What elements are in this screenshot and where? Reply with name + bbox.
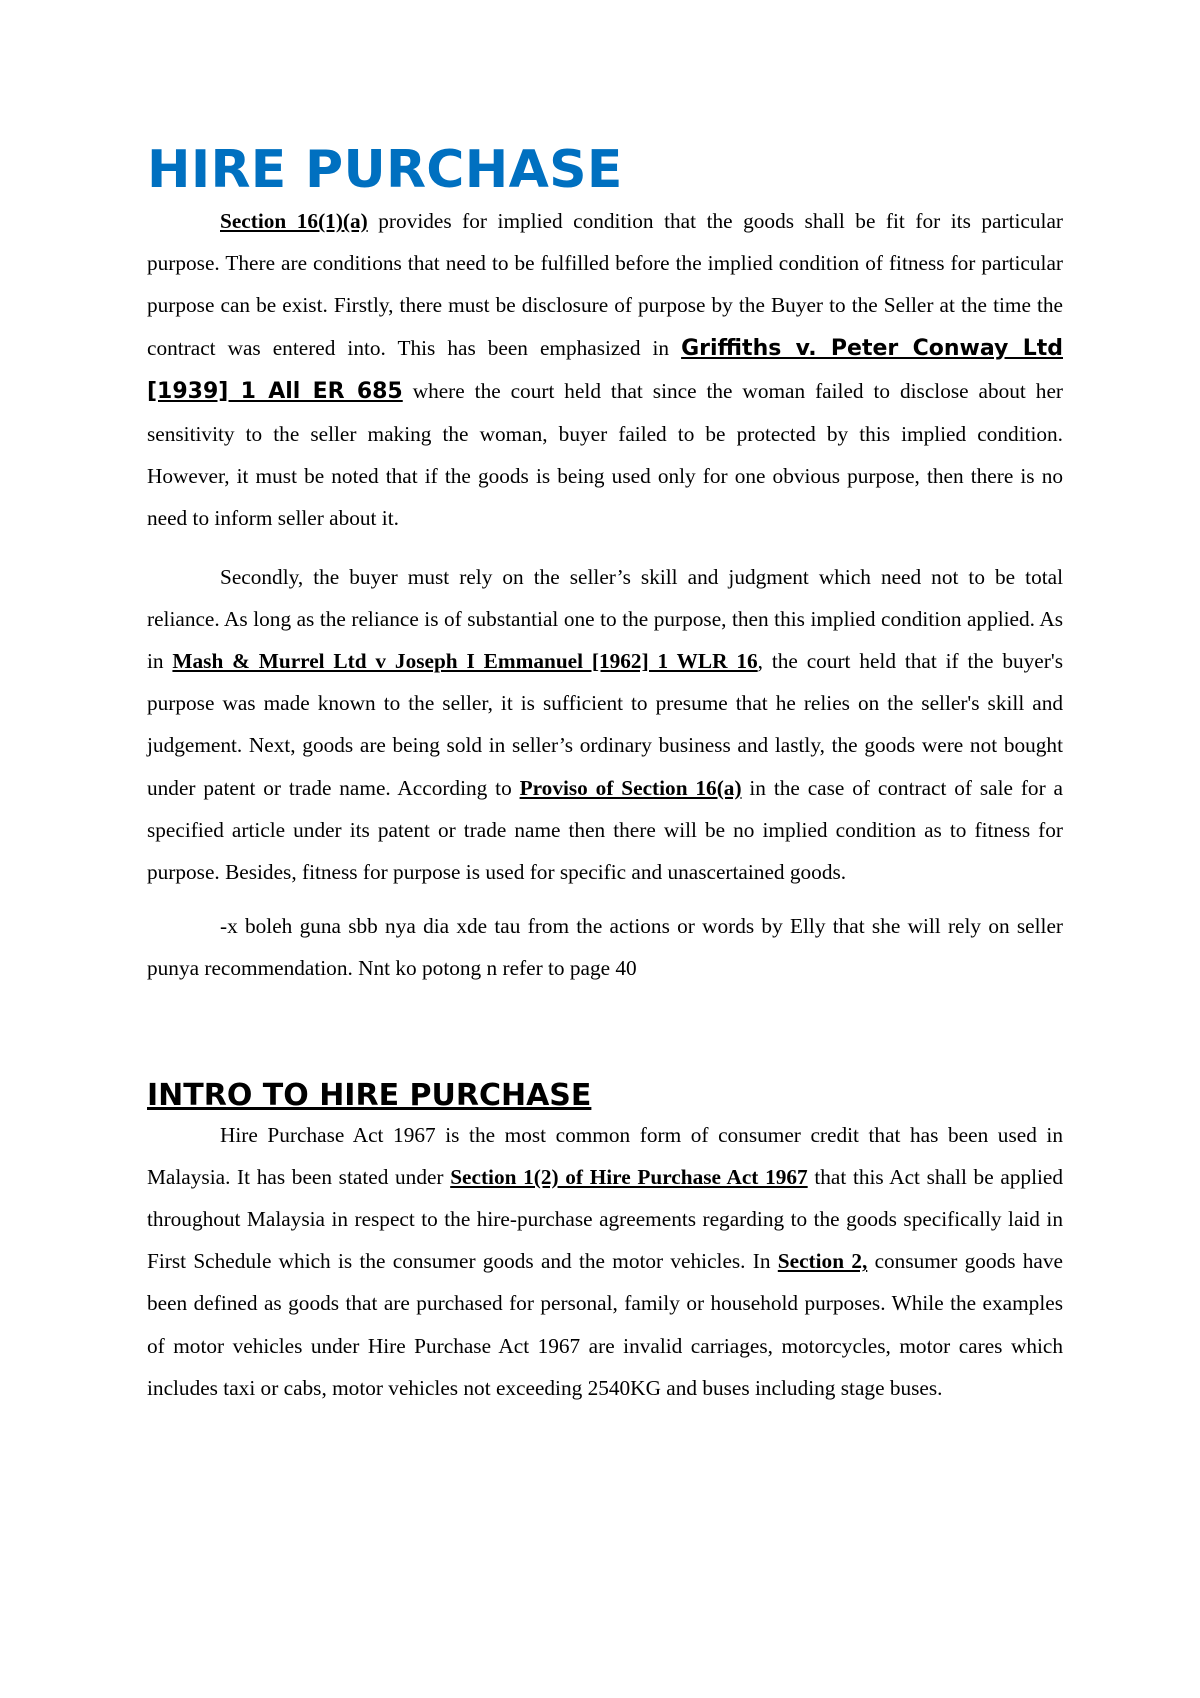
paragraph-text: -x boleh guna sbb nya dia xde tau from the actions or words by Elly that she will rely on seller punya recommendation. Nnt ko potong n refer to page 40 <box>147 914 1063 981</box>
reference-section-2: Section 2, <box>777 1249 868 1274</box>
paragraph-text: , the court held that if the buyer's purpose was made known to the seller, it is sufficient to presume that he relies on the seller's skill and judgement. Next, goods are being sold in seller’s ordinary business and lastly, the goods were not bought under patent or trade name. According to <box>147 649 1063 800</box>
reference-section-16-1-a: Section 16(1)(a) <box>220 209 368 233</box>
paragraph-text: that this Act shall be applied throughout Malaysia in respect to the hire-purchase agreements regarding to the goods specifically laid in First Schedule which is the consumer goods and the motor vehicles. In <box>147 1164 1063 1274</box>
document-title: HIRE PURCHASE <box>147 140 623 200</box>
section-heading-intro: INTRO TO HIRE PURCHASE <box>147 1077 592 1113</box>
paragraph-text: where the court held that since the woman failed to disclose about her sensitivity to the seller making the woman, buyer failed to be protected by this implied condition. However, it must be noted that if the goods is being used only for one obvious purpose, then there is no need to inform seller about it. <box>147 378 1063 531</box>
document-page <box>147 140 1063 1409</box>
paragraph-text: provides for implied condition that the goods shall be fit for its particular purpose. There are conditions that need to be fulfilled before the implied condition of fitness for particular purpose can be exist. Firstly, there must be disclosure of purpose by the Buyer to the Seller at the time the contract was entered into. This has been emphasized in <box>147 209 1063 360</box>
paragraph-text: consumer goods have been defined as goods that are purchased for personal, family or household purposes. While the examples of motor vehicles under Hire Purchase Act 1967 are invalid carriages, motorcycles, motor cares which includes taxi or cabs, motor vehicles not exceeding 2540KG and buses including stage buses. <box>147 1249 1063 1400</box>
reference-section-1-2: Section 1(2) of Hire Purchase Act 1967 <box>450 1164 808 1189</box>
paragraph-intro-hire-purchase <box>147 1114 1063 1409</box>
paragraph-fitness-disclosure <box>147 200 1063 540</box>
reference-proviso-section-16-a: Proviso of Section 16(a) <box>519 775 742 800</box>
paragraph-note <box>147 905 1063 989</box>
reference-mash-murrel-case: Mash & Murrel Ltd v Joseph I Emmanuel [1962] 1 WLR 16 <box>172 649 758 674</box>
paragraph-text: in the case of contract of sale for a specified article under its patent or trade name then there will be no implied condition as to fitness for purpose. Besides, fitness for purpose is used for specific and unascertained goods. <box>147 775 1063 885</box>
paragraph-text: Secondly, the buyer must rely on the seller’s skill and judgment which need not to be total reliance. As long as the reliance is of substantial one to the purpose, then this implied condition applied. As in <box>147 564 1063 674</box>
reference-griffiths-case: Griffiths v. Peter Conway Ltd [1939] 1 All ER 685 <box>147 335 1063 404</box>
paragraph-reliance <box>147 556 1063 894</box>
paragraph-text: Hire Purchase Act 1967 is the most common form of consumer credit that has been used in Malaysia. It has been stated under <box>147 1122 1063 1189</box>
